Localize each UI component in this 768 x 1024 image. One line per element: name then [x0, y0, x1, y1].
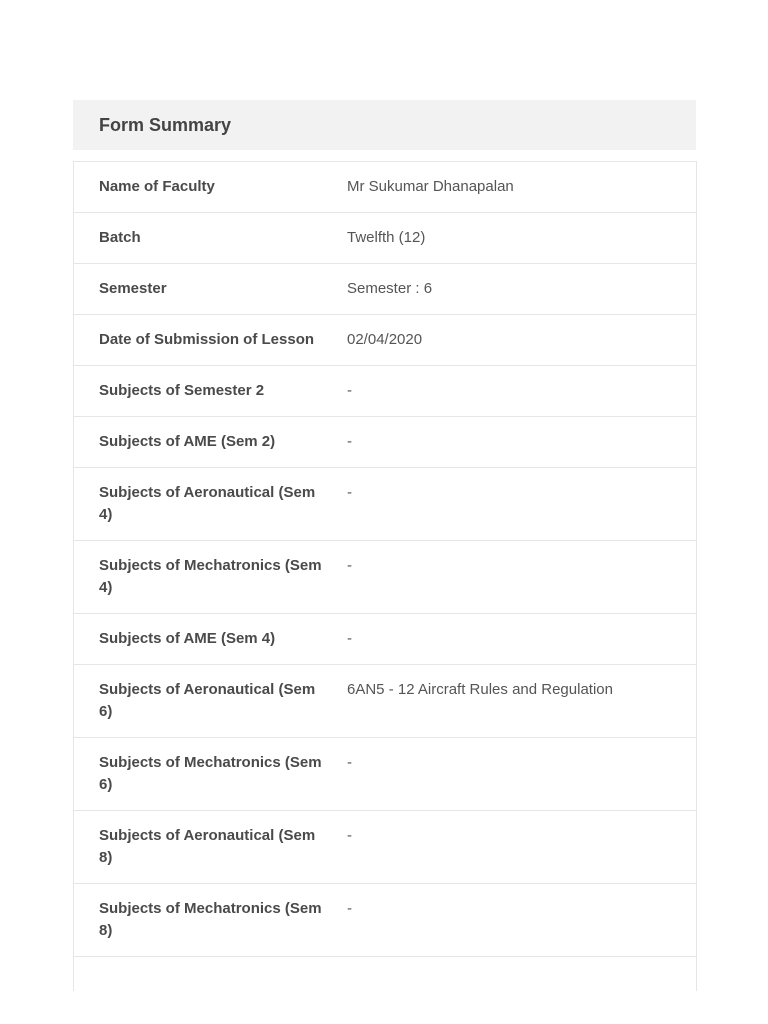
row-label: Subjects of Mechatronics (Sem 6) — [99, 754, 322, 793]
table-row — [74, 162, 696, 213]
row-value: - — [347, 630, 352, 647]
row-value: - — [347, 827, 352, 844]
row-label: Semester — [99, 280, 167, 297]
row-label: Subjects of Aeronautical (Sem 8) — [99, 827, 316, 866]
row-value: - — [347, 557, 352, 574]
form-summary-title: Form Summary — [99, 114, 232, 135]
row-label: Subjects of AME (Sem 4) — [99, 630, 276, 647]
row-label: Name of Faculty — [99, 178, 215, 195]
table-row — [74, 213, 696, 264]
row-label: Subjects of AME (Sem 2) — [99, 433, 276, 450]
table-row — [74, 541, 696, 614]
row-label: Subjects of Aeronautical (Sem 6) — [99, 681, 316, 720]
row-value: Semester : 6 — [347, 280, 433, 297]
table-row — [74, 614, 696, 665]
row-value: - — [347, 382, 352, 399]
table-row — [74, 884, 696, 957]
table-row — [74, 811, 696, 884]
row-value: - — [347, 900, 352, 917]
table-row — [74, 738, 696, 811]
row-value: - — [347, 433, 352, 450]
row-value: - — [347, 754, 352, 771]
table-row — [74, 417, 696, 468]
table-row — [74, 366, 696, 417]
table-row — [74, 315, 696, 366]
row-label: Subjects of Semester 2 — [99, 382, 265, 399]
row-value: 02/04/2020 — [347, 331, 423, 348]
table-row — [74, 468, 696, 541]
row-label: Subjects of Aeronautical (Sem 4) — [99, 484, 316, 523]
summary-table — [73, 161, 697, 991]
table-row — [74, 264, 696, 315]
row-value: 6AN5 - 12 Aircraft Rules and Regulation — [347, 681, 613, 698]
row-label: Batch — [99, 229, 141, 246]
form-summary-header — [73, 100, 696, 150]
row-value: - — [347, 484, 352, 501]
row-label: Subjects of Mechatronics (Sem 8) — [99, 900, 322, 939]
row-label: Subjects of Mechatronics (Sem 4) — [99, 557, 322, 596]
row-label: Date of Submission of Lesson — [99, 331, 315, 348]
row-value: Mr Sukumar Dhanapalan — [347, 178, 514, 195]
row-value: Twelfth (12) — [347, 229, 426, 246]
table-row — [74, 665, 696, 738]
